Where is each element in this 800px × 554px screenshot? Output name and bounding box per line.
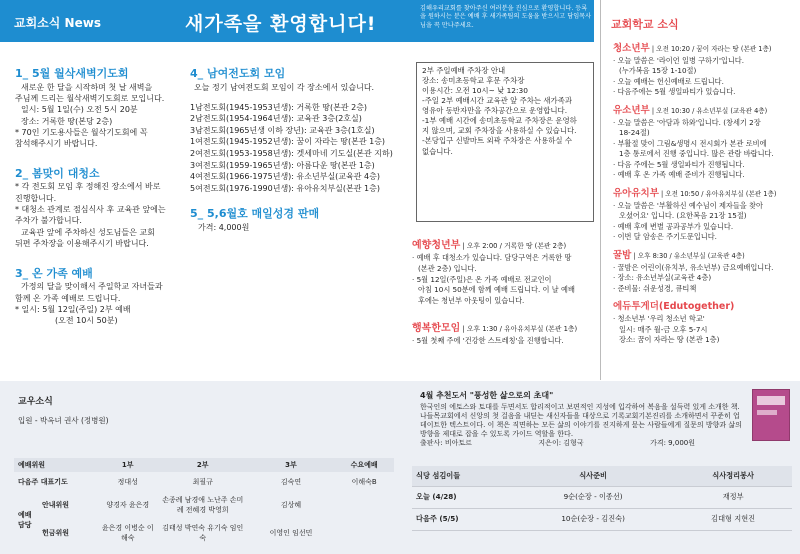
group-line: 2여전도회(1953-1958년생): 겟세마네 기도실(본관 지하): [190, 148, 393, 158]
text-line: · 이번 달 암송은 주기도문입니다.: [613, 232, 717, 242]
row-label: 헌금위원: [42, 529, 70, 537]
table-row: [14, 518, 394, 548]
text-line: 장소: 송미초등학교 후문 주차장: [422, 76, 525, 86]
text-line: · 오늘 예배는 헌신예배로 드립니다.: [613, 76, 724, 86]
members-news-line: 입원 - 박옥녀 권사 (정병원): [18, 416, 109, 425]
group-time: | 오전 10:50 / 유아유치부실 (본관 1층): [658, 189, 777, 198]
text-line: 뒤편 주차장을 이용해주시기 바랍니다.: [15, 239, 149, 249]
row-label: 다음주 대표기도: [18, 478, 68, 486]
group-line: 1여전도회(1945-1952년생): 꿈이 자라는 땅(본관 1층): [190, 137, 386, 147]
group-heading: [412, 321, 598, 336]
text-line: · 꿀밤은 어린이(유치부, 유소년부) 금요예배입니다.: [613, 262, 774, 272]
school-news-panel: [600, 0, 800, 380]
text-line: 오셨어요' 입니다. (요한복음 21장 15절): [619, 211, 747, 221]
cover-stripe: [757, 396, 785, 405]
news-column-1: [15, 66, 183, 343]
group-name: 꿀밤: [613, 249, 632, 261]
group-line: 2남전도회(1954-1964년생): 교육관 3층(2호실): [190, 114, 362, 124]
table-header-row: [412, 466, 792, 486]
text-line: 새로운 한 달을 시작하며 첫 날 새벽을: [21, 82, 153, 92]
table-header: 3부: [248, 458, 335, 472]
group-heading: [412, 238, 598, 253]
text-line: (본관 2층) 입니다.: [418, 263, 477, 273]
news-item-dawn-prayer: [15, 66, 183, 150]
table-cell: 9순(순장 - 이종선): [512, 486, 674, 508]
text-line: · 오늘 말씀은 '아담과 하와'입니다. (창세기 2장: [613, 117, 761, 127]
table-cell: 손종례 남경애 노난주 손미례 전혜경 박영희: [162, 496, 244, 514]
group-line: 3남전도회(1965년생 이하 장년): 교육관 3층(1호실): [190, 125, 375, 135]
text-line: 주님께 드리는 월삭새벽기도회로 모입니다.: [15, 93, 165, 103]
table-cell: 이해숙B: [351, 478, 377, 486]
table-cell: 재정부: [674, 486, 792, 508]
row-label: 다음주 (5/5): [412, 508, 512, 530]
group-time: | 오후 2:00 / 거록한 땅 (본관 2층): [460, 242, 567, 250]
section-title: 5_ 5,6월호 매일성경 판매: [190, 207, 320, 221]
group-name: 유아유치부: [613, 187, 659, 199]
group-line: 1남전도회(1945-1953년생): 거록한 땅(본관 2층): [190, 102, 368, 112]
text-line: 함께 온 가족 예배로 드립니다.: [15, 293, 121, 303]
text-line: 영유아 동반자만을 주차공간으로 운영합니다.: [422, 106, 568, 116]
members-news-title: 교우소식: [18, 397, 53, 407]
text-line: · 5월 첫째 주에 '건강한 스트레칭'을 진행합니다.: [412, 335, 564, 345]
text-line: 없습니다.: [422, 146, 453, 156]
group-line: 4여전도회(1966-1975년생): 유소년부실(교육관 4층): [190, 172, 380, 182]
text-line: -1부 예배 시간에 송미초등학교 주차장은 운영하: [422, 116, 577, 126]
book-info: [420, 439, 745, 448]
text-line: 후에는 청년부 아웃팅이 있습니다.: [418, 296, 525, 306]
school-news-title: 교회학교 소식: [611, 18, 679, 31]
table-cell: 김대형 지현진: [674, 508, 792, 530]
group-name: 에듀투게더(Edutogether): [613, 301, 735, 313]
text-line: · 5월 12일(주일)은 온 가족 예배로 전교인이: [412, 274, 552, 284]
group-line: 5여전도회(1976-1990년생): 유아유치부실(본관 1층): [190, 183, 380, 193]
text-line: 일시: 매주 월-금 오후 5-7시: [619, 324, 708, 334]
text-line: 참석해주시기 바랍니다.: [15, 139, 98, 149]
table-cell: [334, 518, 394, 548]
text-line: · 부활절 맞이 그림&생명시 전시회가 본관 로비에: [613, 138, 767, 148]
group-time: | 오전 10:20 / 꿈이 자라는 땅 (본관 1층): [649, 45, 772, 53]
text-line: · 오늘 말씀은 '라이언 일병 구하기'입니다.: [613, 55, 745, 65]
text-line: * 대청소 관계로 점심식사 후 교육관 앞에는: [15, 205, 166, 215]
text-line: 18-24절): [619, 128, 650, 138]
text-line: -주일 2부 예배시간 교육관 앞 주차는 새가족과: [422, 96, 572, 106]
group-name: 유소년부: [613, 104, 650, 116]
group-name: 청소년부: [613, 43, 650, 54]
text-line: 장소: 거록한 땅(본당 2층): [21, 116, 113, 126]
welcome-title: 새가족을 환영합니다!: [185, 13, 377, 35]
text-line: 진행합니다.: [15, 193, 57, 203]
text-line: · 오늘 말씀은 '부활하신 예수님이 제자들을 찾아: [613, 200, 763, 210]
table-row: [412, 486, 792, 508]
section-title: 1_ 5월 월삭새벽기도회: [15, 67, 129, 80]
text-line: -본당입구 신발마트 외곽 주차장은 사용하실 수: [422, 136, 573, 146]
cover-stripe: [757, 410, 777, 415]
table-cell: 양경자 윤은경: [106, 501, 150, 509]
school-group: [613, 187, 797, 243]
book-title: 4월 추천도서 "풍성한 삶으로의 초대": [420, 391, 554, 400]
text-line: * 일시: 5월 12일(주일) 2부 예배: [15, 304, 131, 314]
school-group: [613, 104, 797, 181]
text-line: · 장소: 유소년부실(교육관 4층): [613, 273, 712, 283]
text-line: 가격: 4,000원: [198, 223, 250, 233]
text-line: · 다음주에는 5월 생일파티가 있습니다.: [613, 87, 736, 97]
text-line: 일시: 5월 1일(수) 오전 5시 20분: [21, 105, 138, 115]
table-header: 식사정리봉사: [674, 466, 792, 486]
text-line: * 70인 기도용사들은 월삭기도회에 꼭: [15, 128, 148, 138]
table-cell: 김태성 박연숙 유기숙 임인숙: [162, 524, 244, 542]
text-line: 오늘 정기 남여전도회 모임이 각 장소에서 있습니다.: [194, 82, 375, 92]
table-cell: [334, 492, 394, 518]
table-header: 식당 섬김이들: [412, 466, 512, 486]
group-name: 행복한모임: [412, 322, 461, 334]
header-bar: [0, 0, 594, 42]
group-name: 예향청년부: [412, 240, 461, 251]
text-line: · 예배 후 대청소가 있습니다. 담당구역은 거록한 땅: [412, 253, 572, 262]
book-description: 한국인의 에토스와 토대를 두면서도 합리적이고 보편적인 지성에 입각하여 복음을 설득력 있게 소개한 책. 나들목교회에서 신앙의 첫 걸음을 내딛는 새신자들을 대상으로 기록교회기본진리를 소개하면서 꾸준히 업데이트한 텍스트이다. 이 책은 직면하는 모든 삶의 이야기를 진지하게 묻는 사람들에게 질문의 방향과 삶의 방향을 제대로 잡을 수 있도록 가이드 역할을 한다.: [420, 402, 742, 439]
book-publisher: 출판사: 비아토르: [420, 439, 472, 448]
text-line: 교육관 앞에 주차하신 성도님들은 교회: [21, 227, 155, 237]
row-label: 오늘 (4/28): [412, 486, 512, 508]
youth-groups: [412, 238, 598, 347]
row-group-label: 예배 담당: [18, 511, 32, 529]
text-line: 이용시간: 오전 10시~ 낮 12:30: [422, 86, 528, 96]
news-item-family-worship: [15, 266, 183, 327]
recommended-book: [420, 391, 745, 449]
text-line: 장소: 꿈이 자라는 땅 (본관 1층): [619, 335, 720, 345]
text-line: 가정의 달을 맞이해서 주일학교 자녀들과: [21, 282, 163, 292]
table-cell: 김숙연: [280, 478, 302, 486]
text-line: · 청소년부 '우리 청소년 학교': [613, 314, 705, 324]
book-cover-image: [752, 389, 790, 441]
table-row: [412, 508, 792, 530]
table-row: [14, 472, 394, 492]
table-header: 식사준비: [512, 466, 674, 486]
table-cell: 정대성: [117, 478, 138, 486]
news-item-cleaning: [15, 166, 183, 250]
parking-notice: [416, 62, 594, 222]
table-header: 2부: [158, 458, 248, 472]
text-line: 주차가 불가합니다.: [15, 216, 82, 226]
table-header: 수요예배: [334, 458, 394, 472]
table-cell: 이영인 임선민: [269, 529, 313, 537]
school-group: [613, 249, 797, 294]
book-price: 가격: 9,000원: [650, 439, 695, 448]
school-group: [613, 42, 797, 98]
news-label: 교회소식 News: [14, 16, 101, 30]
text-line: · 준비물: 쉬운성경, 큐티책: [613, 283, 697, 293]
news-column-2: [190, 66, 405, 234]
school-groups: [613, 42, 797, 352]
text-line: · 다음 주에는 5월 생일파티가 진행됩니다.: [613, 159, 745, 169]
text-line: 지 않으며, 교회 주차장을 사용하실 수 있습니다.: [422, 126, 577, 136]
text-line: · 예배 후에 변별 공과공부가 있습니다.: [613, 221, 734, 231]
table-header: 예배위원: [14, 458, 98, 472]
group-line: 3여전도회(1959-1965년생): 아름다운 땅(본관 1층): [190, 160, 375, 170]
table-cell: 10순(순장 - 김진숙): [512, 508, 674, 530]
table-cell: 최필규: [192, 478, 213, 486]
row-label: 안내위원: [42, 501, 70, 509]
text-line: (누가복음 15장 1-10절): [619, 66, 697, 76]
section-title: 3_ 온 가족 예배: [15, 266, 93, 280]
group-time: | 오후 1:30 / 유아유치부실 (본관 1층): [460, 324, 578, 333]
text-line: · 예배 후 온 가족 예배 준비가 진행됩니다.: [613, 170, 745, 180]
table-header-row: [14, 458, 394, 472]
table-row: [14, 492, 394, 518]
text-line: (오전 10시 50분): [55, 316, 118, 326]
table-cell: 김상혜: [280, 501, 302, 509]
text-line: 아침 10시 50분에 함께 예배 드립니다. 이 날 예배: [418, 285, 575, 295]
worship-roster-table: [14, 458, 394, 548]
group-time: | 오후 8:30 / 유소년부실 (교육관 4층): [631, 251, 745, 260]
table-header: 1부: [98, 458, 158, 472]
text-line: 2부 주일예배 주차장 안내: [422, 66, 506, 75]
meal-service-table: [412, 466, 792, 531]
table-cell: 윤은경 이병순 이해숙: [101, 524, 154, 542]
welcome-note: 김해우리교회를 찾아주신 여러분을 진심으로 환영합니다. 등록을 원하시는 분은 예배 후 새가족팀의 도움을 받으시고 담임목사님을 꼭 만나주세요.: [420, 5, 592, 29]
text-line: * 각 전도회 모임 후 정해진 장소에서 바로: [15, 182, 161, 192]
section-title: 2_ 봄맞이 대청소: [15, 166, 100, 180]
school-group: [613, 300, 797, 345]
group-time: | 오전 10:30 / 유소년부실 (교육관 4층): [649, 106, 768, 115]
section-title: 4_ 남여전도회 모임: [190, 67, 286, 80]
book-author: 지은이: 김형국: [538, 439, 584, 448]
text-line: 1층 통로에서 진행 중입니다. 많은 관람 바랍니다.: [619, 149, 774, 159]
